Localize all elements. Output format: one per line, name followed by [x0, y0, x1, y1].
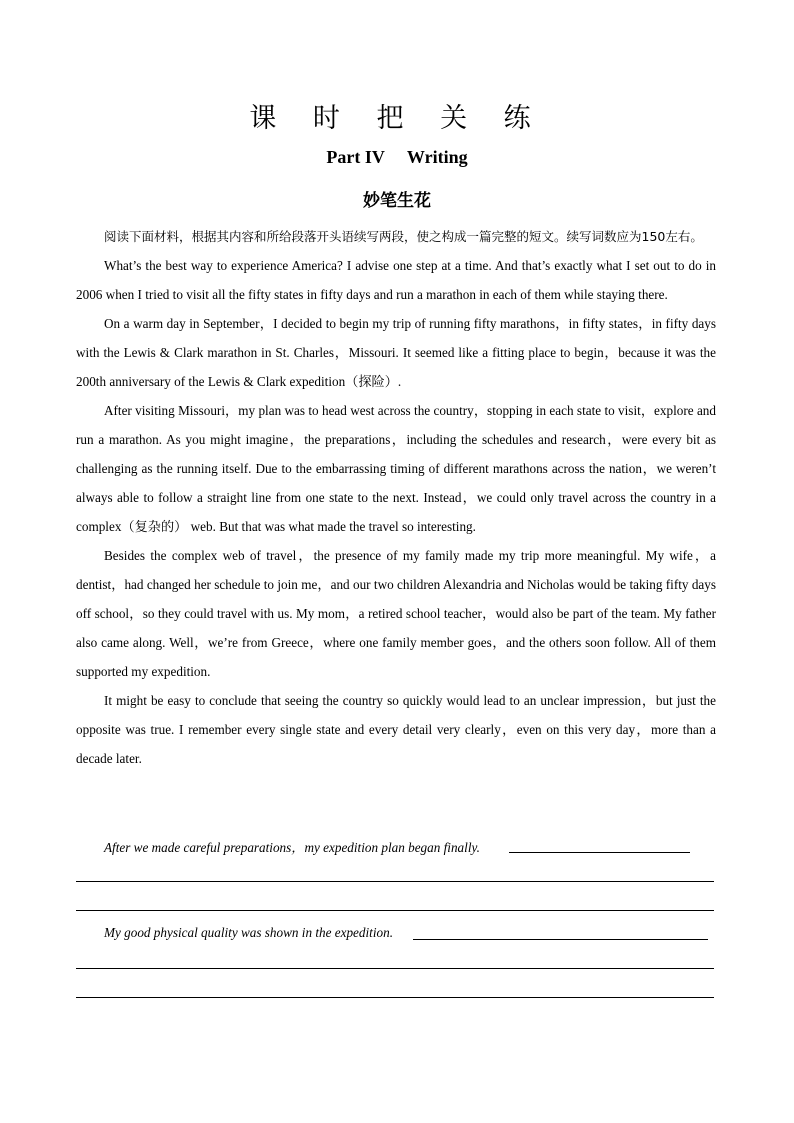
instruction-text: 阅读下面材料，根据其内容和所给段落开头语续写两段，使之构成一篇完整的短文。续写词数应为150左右。	[104, 229, 703, 244]
paragraph-4: Besides the complex web of travel，the presence of my family made my trip more meaningful. My wife，a dentist，had changed her schedule to join me，and our two children Alexandria and Nicholas would be taking fifty days off school，so they could travel with us. My mom，a retired school teacher，would also be part of the team. My father also came along. Well，we’re from Greece，where one family member goes，and the others soon follow. All of them supported my expedition.	[76, 548, 716, 679]
section-subtitle	[0, 147, 794, 168]
answer-line-2a[interactable]	[76, 968, 714, 969]
section-heading: 妙笔生花	[363, 191, 431, 211]
continuation-prompt-2: My good physical quality was shown in the expedition.	[104, 925, 393, 940]
answer-line-1-inline[interactable]	[509, 852, 690, 853]
answer-line-1a[interactable]	[76, 881, 714, 882]
answer-line-2-inline[interactable]	[413, 939, 708, 940]
continuation-prompt-1: After we made careful preparations，my expedition plan began finally.	[104, 840, 480, 855]
paragraph-5: It might be easy to conclude that seeing the country so quickly would lead to an unclear impression，but just the opposite was true. I remember every single state and every detail very clearly，even on this very day，more than a decade later.	[76, 693, 716, 766]
part-label: Part IV	[326, 147, 385, 167]
section-label: Writing	[406, 147, 468, 167]
paragraph-1: What’s the best way to experience America? I advise one step at a time. And that’s exactly what I set out to do in 2006 when I tried to visit all the fifty states in fifty days and run a marathon in each of them while staying there.	[76, 258, 716, 302]
paragraph-3: After visiting Missouri，my plan was to head west across the country，stopping in each state to visit，explore and run a marathon. As you might imagine，the preparations，including the schedules and research，were every bit as challenging as the running itself. Due to the embarrassing timing of different marathons across the nation，we weren’t always able to follow a straight line from one state to the next. Instead，we could only travel across the country in a complex（复杂的） web. But that was what made the travel so interesting.	[76, 403, 716, 534]
answer-line-1b[interactable]	[76, 910, 714, 911]
answer-line-2b[interactable]	[76, 997, 714, 998]
page-title: 课 时 把 关 练	[249, 103, 545, 134]
paragraph-2: On a warm day in September，I decided to begin my trip of running fifty marathons，in fifty states，in fifty days with the Lewis & Clark marathon in St. Charles，Missouri. It seemed like a fitting place to begin，because it was the 200th anniversary of the Lewis & Clark expedition（探险）.	[76, 316, 716, 389]
passage	[76, 222, 716, 773]
